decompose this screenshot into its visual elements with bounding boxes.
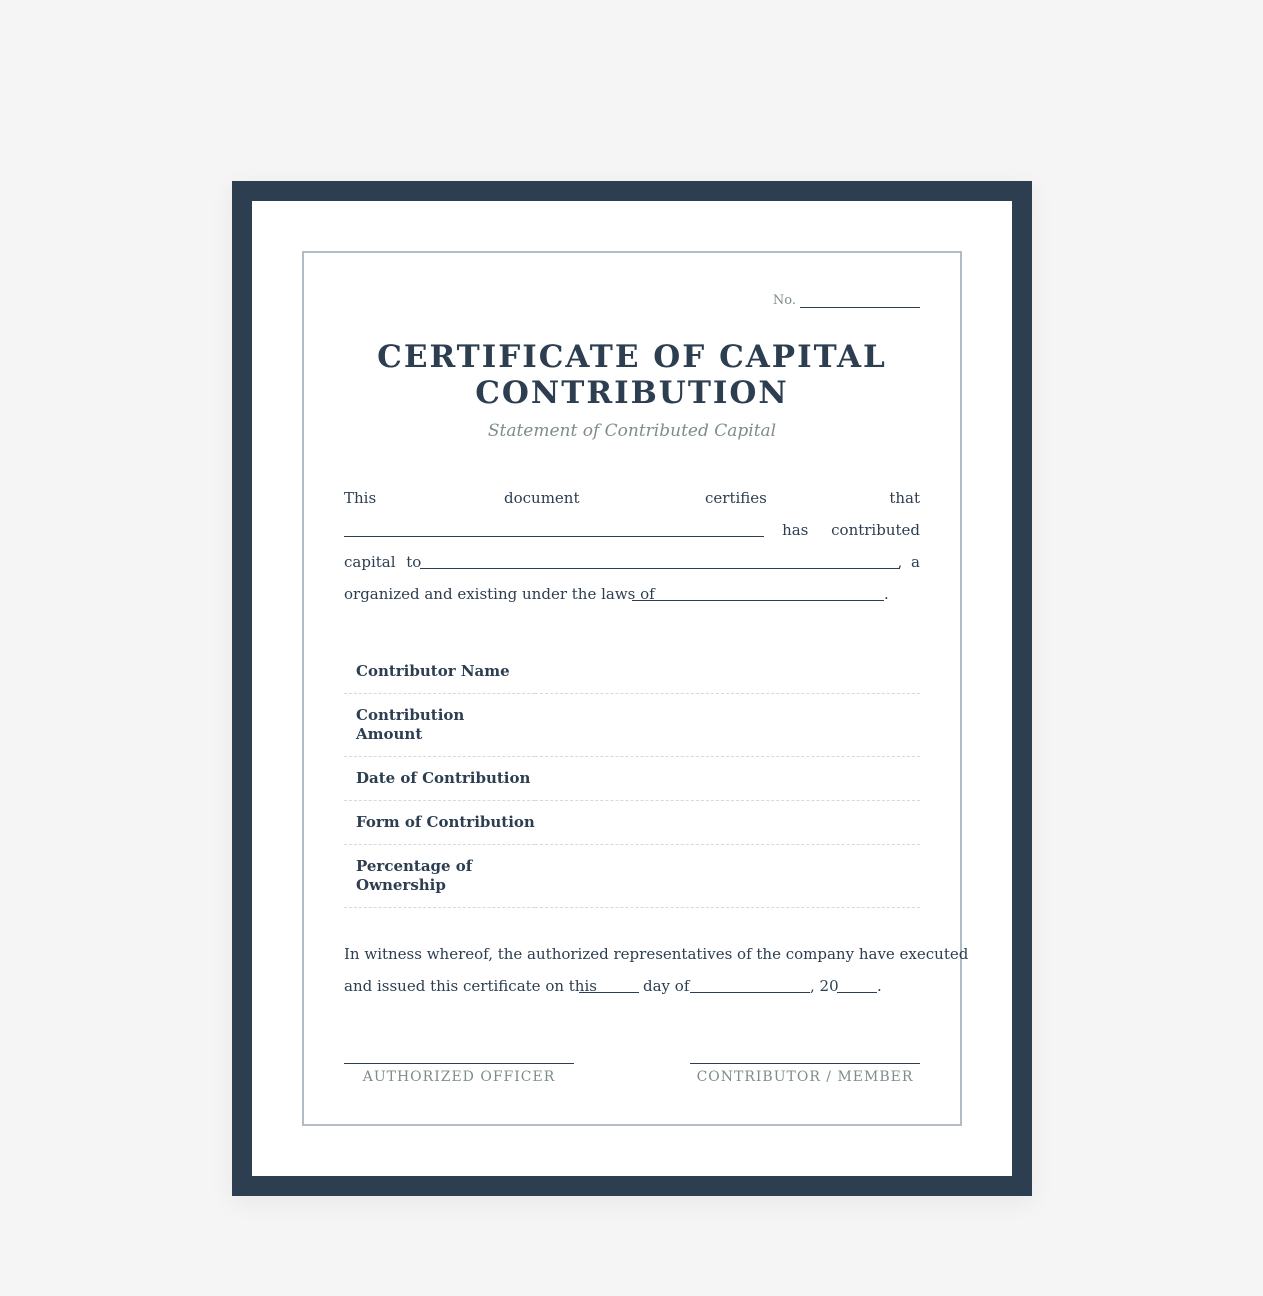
- form-of-contribution-label: Form of Contribution: [344, 801, 535, 845]
- witness-text-1: In witness whereof, the authorized representatives of the company have executed: [344, 945, 969, 963]
- intro-paragraph: [344, 482, 920, 610]
- table-row: [344, 757, 920, 801]
- contribution-details-table: [344, 650, 920, 908]
- intro-word-certifies: certifies: [705, 489, 767, 507]
- intro-line-3: [344, 546, 920, 578]
- authorized-officer-signature[interactable]: AUTHORIZED OFFICER: [344, 1063, 574, 1085]
- witness-paragraph: [344, 938, 969, 1002]
- year-prefix-text: , 20: [810, 977, 839, 995]
- table-row: [344, 650, 920, 694]
- organized-text: organized and existing under the laws of: [344, 585, 655, 603]
- intro-line-2: [344, 514, 920, 546]
- day-of-text: day of: [643, 977, 690, 995]
- capital-to-text: capital to: [344, 553, 422, 571]
- contributor-name-value[interactable]: [535, 650, 920, 694]
- witness-line-1: [344, 938, 969, 970]
- intro-word-that: that: [889, 489, 920, 507]
- certificate-number-label: No.: [772, 293, 796, 308]
- company-name-blank[interactable]: [420, 546, 900, 569]
- comma-a-text: , a: [897, 553, 920, 571]
- witness-period: .: [877, 977, 882, 995]
- table-row: [344, 801, 920, 845]
- contributor-signature[interactable]: CONTRIBUTOR / MEMBER: [690, 1063, 920, 1085]
- year-blank[interactable]: [837, 970, 877, 993]
- contributor-name-label: Contributor Name: [344, 650, 535, 694]
- month-blank[interactable]: [690, 970, 810, 993]
- certificate-number: [773, 293, 920, 308]
- certificate-frame: [232, 181, 1032, 1196]
- certificate-subtitle: Statement of Contributed Capital: [487, 421, 777, 441]
- intro-line-4: [344, 578, 920, 610]
- intro-line-1: [344, 482, 920, 514]
- intro-period: .: [884, 585, 889, 603]
- certificate-number-blank[interactable]: [800, 295, 920, 308]
- percentage-of-ownership-label: Percentage of Ownership: [344, 845, 535, 908]
- jurisdiction-blank[interactable]: [632, 578, 884, 601]
- witness-text-2: and issued this certificate on this: [344, 977, 597, 995]
- contribution-amount-label: Contribution Amount: [344, 694, 535, 757]
- certificate-paper: [252, 201, 1012, 1176]
- date-of-contribution-label: Date of Contribution: [344, 757, 535, 801]
- day-blank[interactable]: [579, 970, 639, 993]
- form-of-contribution-value[interactable]: [535, 801, 920, 845]
- intro-word-this: This: [344, 489, 377, 507]
- contribution-amount-value[interactable]: [535, 694, 920, 757]
- certificate-title: CERTIFICATE OF CAPITAL CONTRIBUTION: [377, 339, 887, 411]
- has-contributed-text: has contributed: [782, 521, 920, 539]
- certificate-inner-border: [302, 251, 969, 1126]
- contributor-name-blank[interactable]: [344, 514, 764, 537]
- witness-line-2: [344, 970, 920, 1002]
- table-row: [344, 845, 920, 908]
- percentage-of-ownership-value[interactable]: [535, 845, 920, 908]
- date-of-contribution-value[interactable]: [535, 757, 920, 801]
- intro-word-document: document: [504, 489, 580, 507]
- table-row: [344, 694, 920, 757]
